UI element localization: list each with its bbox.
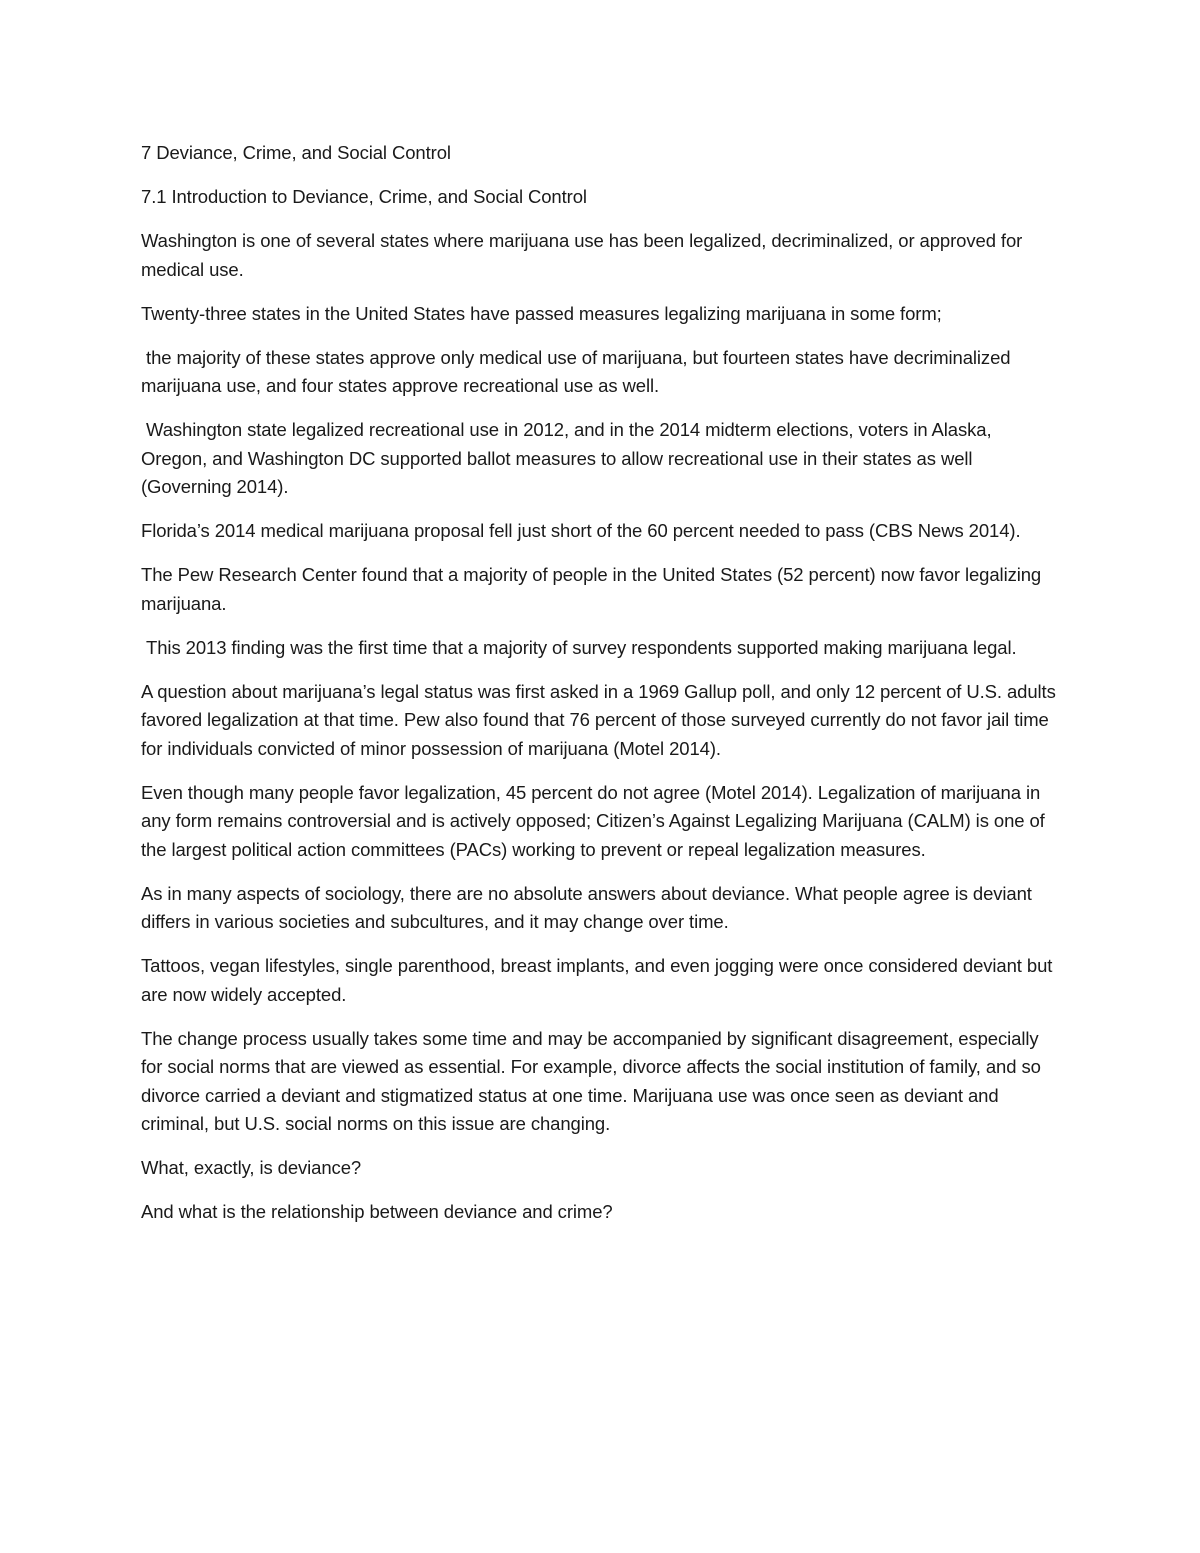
question: And what is the relationship between deviance and crime? — [141, 1201, 613, 1222]
paragraph: the majority of these states approve only medical use of marijuana, but fourteen states have decriminalized marijuana use, and four states approve recreational use as well. — [141, 346, 1016, 396]
paragraph: Tattoos, vegan lifestyles, single parenthood, breast implants, and even jogging were once considered deviant but are now widely accepted. — [141, 955, 1053, 1005]
paragraph: The Pew Research Center found that a majority of people in the United States (52 percent) now favor legalizing marijuana. — [141, 564, 1042, 614]
paragraph: The change process usually takes some time and may be accompanied by significant disagreement, especially for social norms that are viewed as essential. For example, divorce affects the social institution of family, and so divorce carried a deviant and stigmatized status at one time. Marijuana use was once seen as deviant and criminal, but U.S. social norms on this issue are changing. — [141, 1027, 1041, 1134]
paragraph: As in many aspects of sociology, there are no absolute answers about deviance. What people agree is deviant differs in various societies and subcultures, and it may change over time. — [141, 882, 1032, 932]
paragraph: This 2013 finding was the first time that a majority of survey respondents supported making marijuana legal. — [141, 636, 1017, 658]
chapter-title: 7 Deviance, Crime, and Social Control — [141, 142, 451, 163]
paragraph: Twenty-three states in the United States have passed measures legalizing marijuana in some form; — [141, 302, 942, 324]
section-title: 7.1 Introduction to Deviance, Crime, and Social Control — [141, 186, 587, 207]
question: What, exactly, is deviance? — [141, 1157, 362, 1178]
paragraph: Even though many people favor legalization, 45 percent do not agree (Motel 2014). Legalization of marijuana in any form remains controversial and is actively opposed; Citizen’s Against Legalizing Marijuana (CALM) is one of the largest political action committees (PACs) working to prevent or repeal legalization measures. — [141, 781, 1045, 860]
paragraph: Washington state legalized recreational use in 2012, and in the 2014 midterm elections, voters in Alaska, Oregon, and Washington DC supported ballot measures to allow recreational use in their states as well (Governing 2014). — [141, 419, 997, 497]
paragraph: Florida’s 2014 medical marijuana proposal fell just short of the 60 percent needed to pass (CBS News 2014). — [141, 520, 1021, 541]
document-body — [141, 139, 1061, 1242]
paragraph: Washington is one of several states where marijuana use has been legalized, decriminalized, or approved for medical use. — [141, 230, 1023, 280]
paragraph: A question about marijuana’s legal status was first asked in a 1969 Gallup poll, and only 12 percent of U.S. adults favored legalization at that time. Pew also found that 76 percent of those surveyed currently do not favor jail time for individuals convicted of minor possession of marijuana (Motel 2014). — [141, 680, 1056, 759]
